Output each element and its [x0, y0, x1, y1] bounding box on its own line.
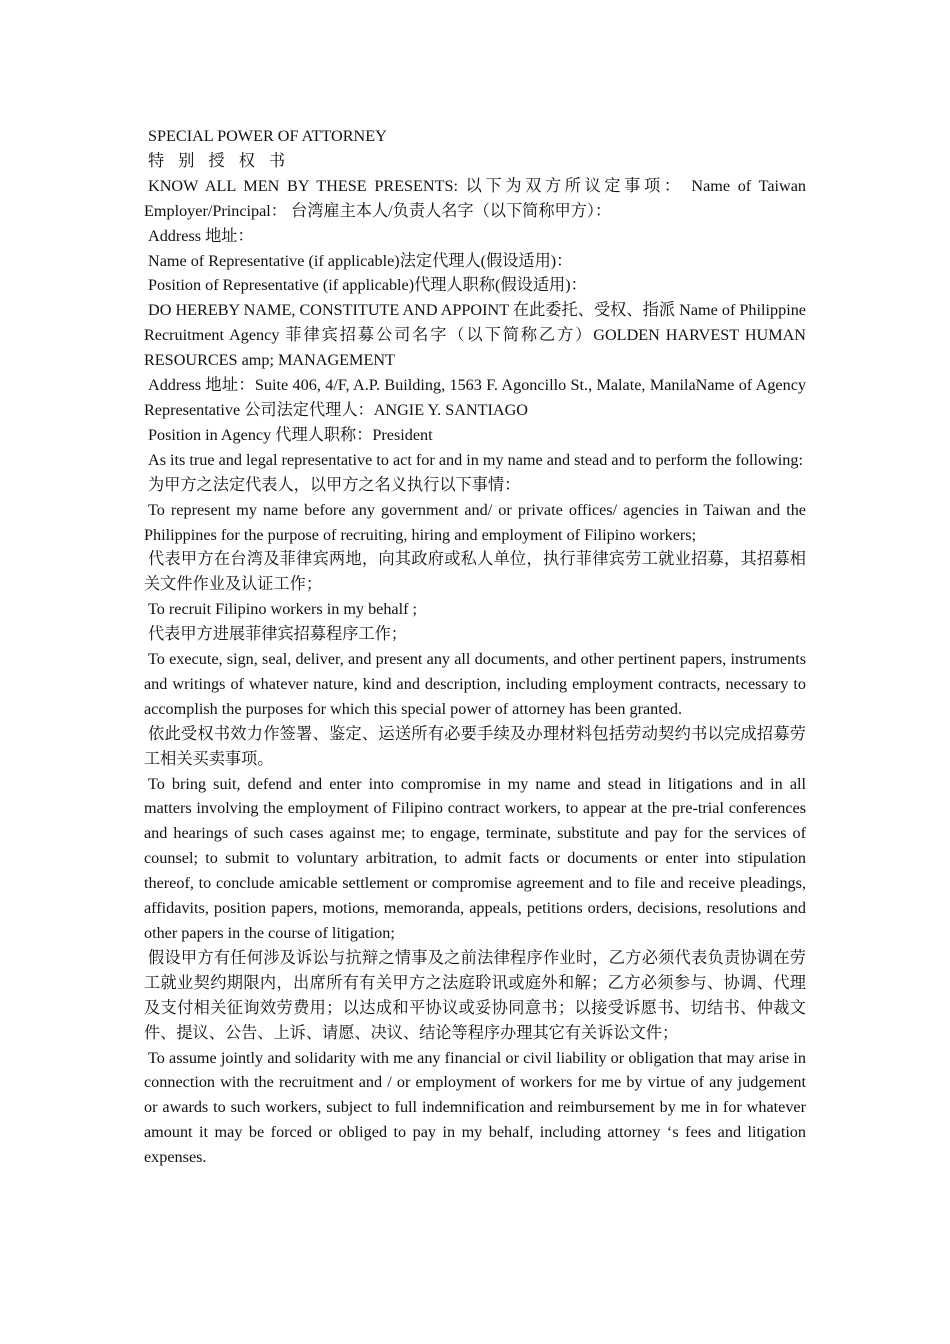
paragraph-recruit-chinese: 代表甲方进展菲律宾招募程序工作；: [148, 625, 407, 644]
paragraph-employer-address: Address 地址：: [148, 226, 254, 245]
paragraph-represent-chinese: 代表甲方在台湾及菲律宾两地，向其政府或私人单位，执行菲律宾劳工就业招募，其招募相关文件作业及认证工作；: [144, 550, 806, 594]
paragraph-litigation-chinese: 假设甲方有任何涉及诉讼与抗辩之情事及之前法律程序作业时，乙方必须代表负责协调在劳工就业契约期限内，出席所有有关甲方之法庭聆讯或庭外和解；乙方必须参与、协调、代理及支付相关征询效劳费用；以达成和平协议或妥协同意书；以接受诉愿书、切结书、仲裁文件、提议、公告、上诉、请愿、决议、结论等程序办理其它有关诉讼文件；: [144, 948, 806, 1042]
paragraph-execute: To execute, sign, seal, deliver, and present any all documents, and other pertinent papers, instruments and writings of whatever nature, kind and description, including employment contracts, necessary to accomplish the purposes for which this special power of attorney has been granted.: [144, 650, 806, 718]
paragraph-litigation: To bring suit, defend and enter into compromise in my name and stead in litigations and in all matters involving the employment of Filipino contract workers, to appear at the pre-trial conferences and hearings of such cases against me; to engage, terminate, substitute and pay for the services of counsel; to submit to voluntary arbitration, to admit facts or documents or enter into stipulation thereof, to conclude amicable settlement or compromise agreement and to file and receive pleadings, affidavits, position papers, motions, memoranda, appeals, petitions orders, decisions, resolutions and other papers in the course of litigation;: [144, 774, 806, 942]
paragraph-agency-position: Position in Agency 代理人职称：President: [148, 425, 433, 444]
document-body: [144, 124, 806, 1170]
paragraph-execute-chinese: 依此受权书效力作签署、鉴定、运送所有必要手续及办理材料包括劳动契约书以完成招募劳工相关买卖事项。: [144, 724, 806, 768]
paragraph-recruit: To recruit Filipino workers in my behalf ;: [148, 600, 418, 619]
paragraph-represent: To represent my name before any government and/ or private offices/ agencies in Taiwan and the Philippines for the purpose of recruiting, hiring and employment of Filipino workers;: [144, 500, 806, 544]
paragraph-legal-representative-chinese: 为甲方之法定代表人，以甲方之名义执行以下事情：: [148, 475, 521, 494]
paragraph-agency-address: Address 地址：Suite 406, 4/F, A.P. Building, 1563 F. Agoncillo St., Malate, ManilaName of Agency Representative 公司法定代理人：ANGIE Y. SANTIAGO: [144, 376, 806, 419]
paragraph-know-all-men: KNOW ALL MEN BY THESE PRESENTS: 以下为双方所议定事项： Name of Taiwan Employer/Principal： 台湾雇主本人/负责人名字（以下简称甲方）：: [144, 176, 806, 220]
paragraph-legal-representative: As its true and legal representative to act for and in my name and stead and to perform the following:: [148, 450, 803, 469]
paragraph-representative-name: Name of Representative (if applicable)法定代理人(假设适用)：: [148, 251, 573, 270]
paragraph-appoint-agency: DO HEREBY NAME, CONSTITUTE AND APPOINT 在此委托、受权、指派 Name of Philippine Recruitment Agency 菲律宾招募公司名字（以下简称乙方）GOLDEN HARVEST HUMAN RESOURCES amp; MANAGEMENT: [144, 301, 806, 370]
document-title: SPECIAL POWER OF ATTORNEY: [148, 127, 387, 145]
paragraph-liability: To assume jointly and solidarity with me any financial or civil liability or obligation that may arise in connection with the recruitment and / or employment of workers for me by virtue of any judgement or awards to such workers, subject to full indemnification and reimbursement by me in for whatever amount it may be forced or obliged to pay in my behalf, including attorney ‘s fees and litigation expenses.: [144, 1048, 806, 1167]
paragraph-representative-position: Position of Representative (if applicable)代理人职称(假设适用)：: [148, 276, 587, 295]
document-title-chinese: 特 别 授 权 书: [148, 151, 291, 170]
